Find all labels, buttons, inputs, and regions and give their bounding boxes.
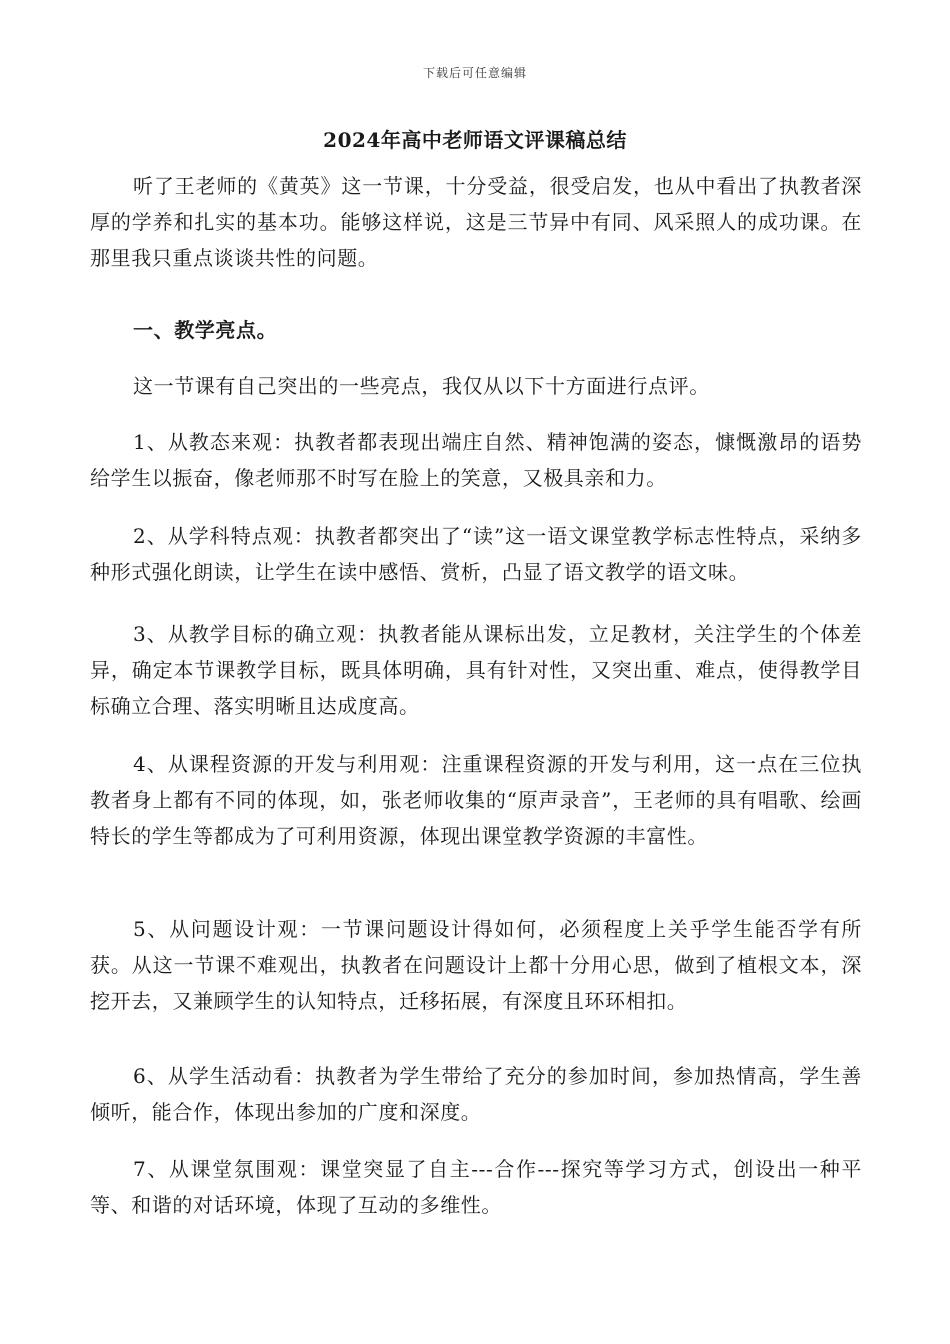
list-item-7: 7、从课堂氛围观：课堂突显了自主---合作---探究等学习方式，创设出一种平等、和谐的对话环境，体现了互动的多维性。 (90, 1157, 862, 1217)
section-lead-paragraph: 这一节课有自己突出的一些亮点，我仅从以下十方面进行点评。 (133, 374, 710, 398)
document-title: 2024年高中老师语文评课稿总结 (323, 128, 627, 152)
header-note: 下载后可任意编辑 (422, 66, 527, 80)
list-item-4: 4、从课程资源的开发与利用观：注重课程资源的开发与利用，这一点在三位执教者身上都有不同的体现，如，张老师收集的“原声录音”，王老师的具有唱歌、绘画特长的学生等都成为了可利用资源，体现出课堂教学资源的丰富性。 (90, 752, 862, 848)
section-heading-teaching-highlights: 一、教学亮点。 (133, 318, 278, 342)
list-item-2: 2、从学科特点观：执教者都突出了“读”这一语文课堂教学标志性特点，采纳多种形式强化朗读，让学生在读中感悟、赏析，凸显了语文教学的语文味。 (90, 524, 862, 584)
list-item-6: 6、从学生活动看：执教者为学生带给了充分的参加时间，参加热情高，学生善倾听，能合作，体现出参加的广度和深度。 (90, 1064, 862, 1124)
list-item-5: 5、从问题设计观：一节课问题设计得如何，必须程度上关乎学生能否学有所获。从这一节课不难观出，执教者在问题设计上都十分用心思，做到了植根文本，深挖开去，又兼顾学生的认知特点，迁移拓展，有深度且环环相扣。 (90, 917, 862, 1013)
list-item-1: 1、从教态来观：执教者都表现出端庄自然、精神饱满的姿态，慷慨激昂的语势给学生以振奋，像老师那不时写在脸上的笑意，又极具亲和力。 (90, 430, 862, 490)
intro-paragraph: 听了王老师的《黄英》这一节课，十分受益，很受启发，也从中看出了执教者深厚的学养和扎实的基本功。能够这样说，这是三节异中有同、风采照人的成功课。在那里我只重点谈谈共性的问题。 (90, 174, 862, 270)
list-item-3: 3、从教学目标的确立观：执教者能从课标出发，立足教材，关注学生的个体差异，确定本节课教学目标，既具体明确，具有针对性，又突出重、难点，使得教学目标确立合理、落实明晰且达成度高。 (90, 622, 862, 718)
